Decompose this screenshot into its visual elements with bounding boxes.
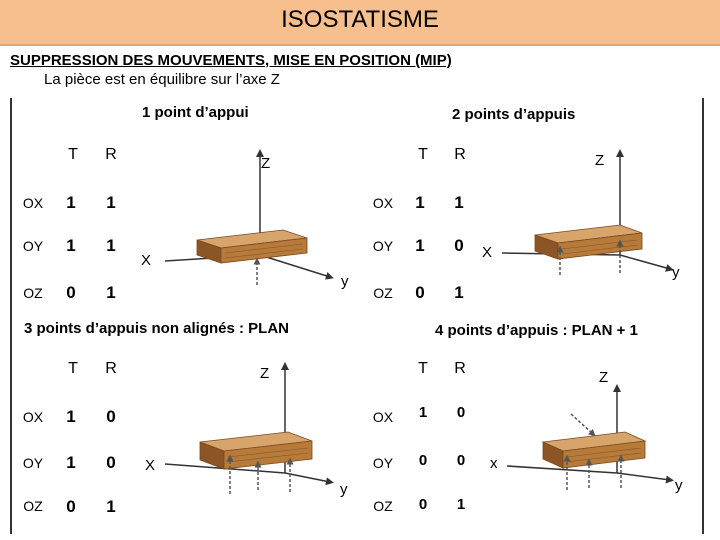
q3-row-oz: OZ — [373, 498, 393, 514]
q0-row-ox: OX — [22, 195, 44, 211]
q1-label: 2 points d’appuis — [452, 106, 576, 123]
q2-col-t: T — [68, 360, 78, 377]
z-label: Z — [261, 155, 271, 172]
q1-diagram — [480, 145, 695, 305]
wood-block — [535, 225, 642, 259]
q0-label: 1 point d’appui — [142, 104, 249, 121]
q0-oy-r: 1 — [106, 236, 116, 255]
q2-col-r: R — [105, 360, 117, 377]
q2-ox-r: 0 — [106, 407, 116, 426]
q0-ox-r: 1 — [106, 193, 116, 212]
q1-ox-r: 1 — [454, 193, 464, 212]
q3-oy-t: 0 — [418, 452, 428, 469]
z-label: Z — [595, 152, 605, 169]
q1-col-t: T — [418, 146, 428, 163]
q1-row-ox: OX — [372, 195, 394, 211]
q0-oz-r: 1 — [106, 283, 116, 302]
y-label: y — [675, 477, 683, 494]
q1-col-r: R — [454, 146, 466, 163]
wood-block — [543, 432, 645, 468]
q3-oy-r: 0 — [456, 452, 466, 469]
y-label: y — [340, 481, 348, 498]
q1-ox-t: 1 — [415, 193, 425, 212]
y-axis — [260, 255, 330, 277]
y-label: y — [672, 264, 680, 281]
q3-oz-t: 0 — [418, 496, 428, 513]
q3-ox-t: 1 — [418, 404, 428, 421]
q0-oz-t: 0 — [66, 283, 76, 302]
q3-col-r: R — [454, 360, 466, 377]
q3-diagram — [485, 358, 700, 518]
q0-row-oz: OZ — [23, 285, 43, 301]
q2-row-oz: OZ — [23, 498, 43, 514]
x-label: x — [490, 455, 498, 472]
q2-diagram — [140, 358, 355, 518]
q2-oy-t: 1 — [66, 453, 76, 472]
q1-oy-r: 0 — [454, 236, 464, 255]
y-axis — [285, 473, 330, 482]
q0-row-oy: OY — [22, 238, 44, 254]
q2-row-oy: OY — [22, 455, 44, 471]
page-title: ISOSTATISME — [281, 6, 439, 33]
q1-row-oz: OZ — [373, 285, 393, 301]
q3-col-t: T — [418, 360, 428, 377]
q3-ox-r: 0 — [456, 404, 466, 421]
q3-row-ox: OX — [372, 409, 394, 425]
subtitle: SUPPRESSION DES MOUVEMENTS, MISE EN POSITION (MIP) — [10, 52, 452, 69]
q0-diagram — [135, 145, 350, 305]
title-bar — [0, 0, 720, 46]
q3-oz-r: 1 — [456, 496, 466, 513]
z-label: Z — [260, 365, 270, 382]
q0-col-r: R — [105, 146, 117, 163]
y-label: y — [341, 273, 349, 290]
z-label: Z — [599, 369, 609, 386]
q2-ox-t: 1 — [66, 407, 76, 426]
q1-oz-t: 0 — [415, 283, 425, 302]
wood-block — [200, 432, 312, 469]
q3-label: 4 points d’appuis : PLAN + 1 — [435, 322, 638, 339]
x-label: X — [141, 252, 152, 269]
wood-block — [197, 230, 307, 263]
q0-ox-t: 1 — [66, 193, 76, 212]
q1-oz-r: 1 — [454, 283, 464, 302]
support-arrow-4 — [571, 414, 593, 434]
description: La pièce est en équilibre sur l’axe Z — [44, 71, 280, 88]
q2-oz-t: 0 — [66, 497, 76, 516]
q2-oz-r: 1 — [106, 497, 116, 516]
q0-oy-t: 1 — [66, 236, 76, 255]
q2-row-ox: OX — [22, 409, 44, 425]
x-label: X — [482, 244, 493, 261]
y-axis — [617, 473, 670, 480]
q2-label: 3 points d’appuis non alignés : PLAN — [24, 320, 290, 337]
q1-row-oy: OY — [372, 238, 394, 254]
q3-row-oy: OY — [372, 455, 394, 471]
q2-oy-r: 0 — [106, 453, 116, 472]
x-label: X — [145, 457, 156, 474]
q0-col-t: T — [68, 146, 78, 163]
q1-oy-t: 1 — [415, 236, 425, 255]
y-axis — [620, 255, 670, 269]
